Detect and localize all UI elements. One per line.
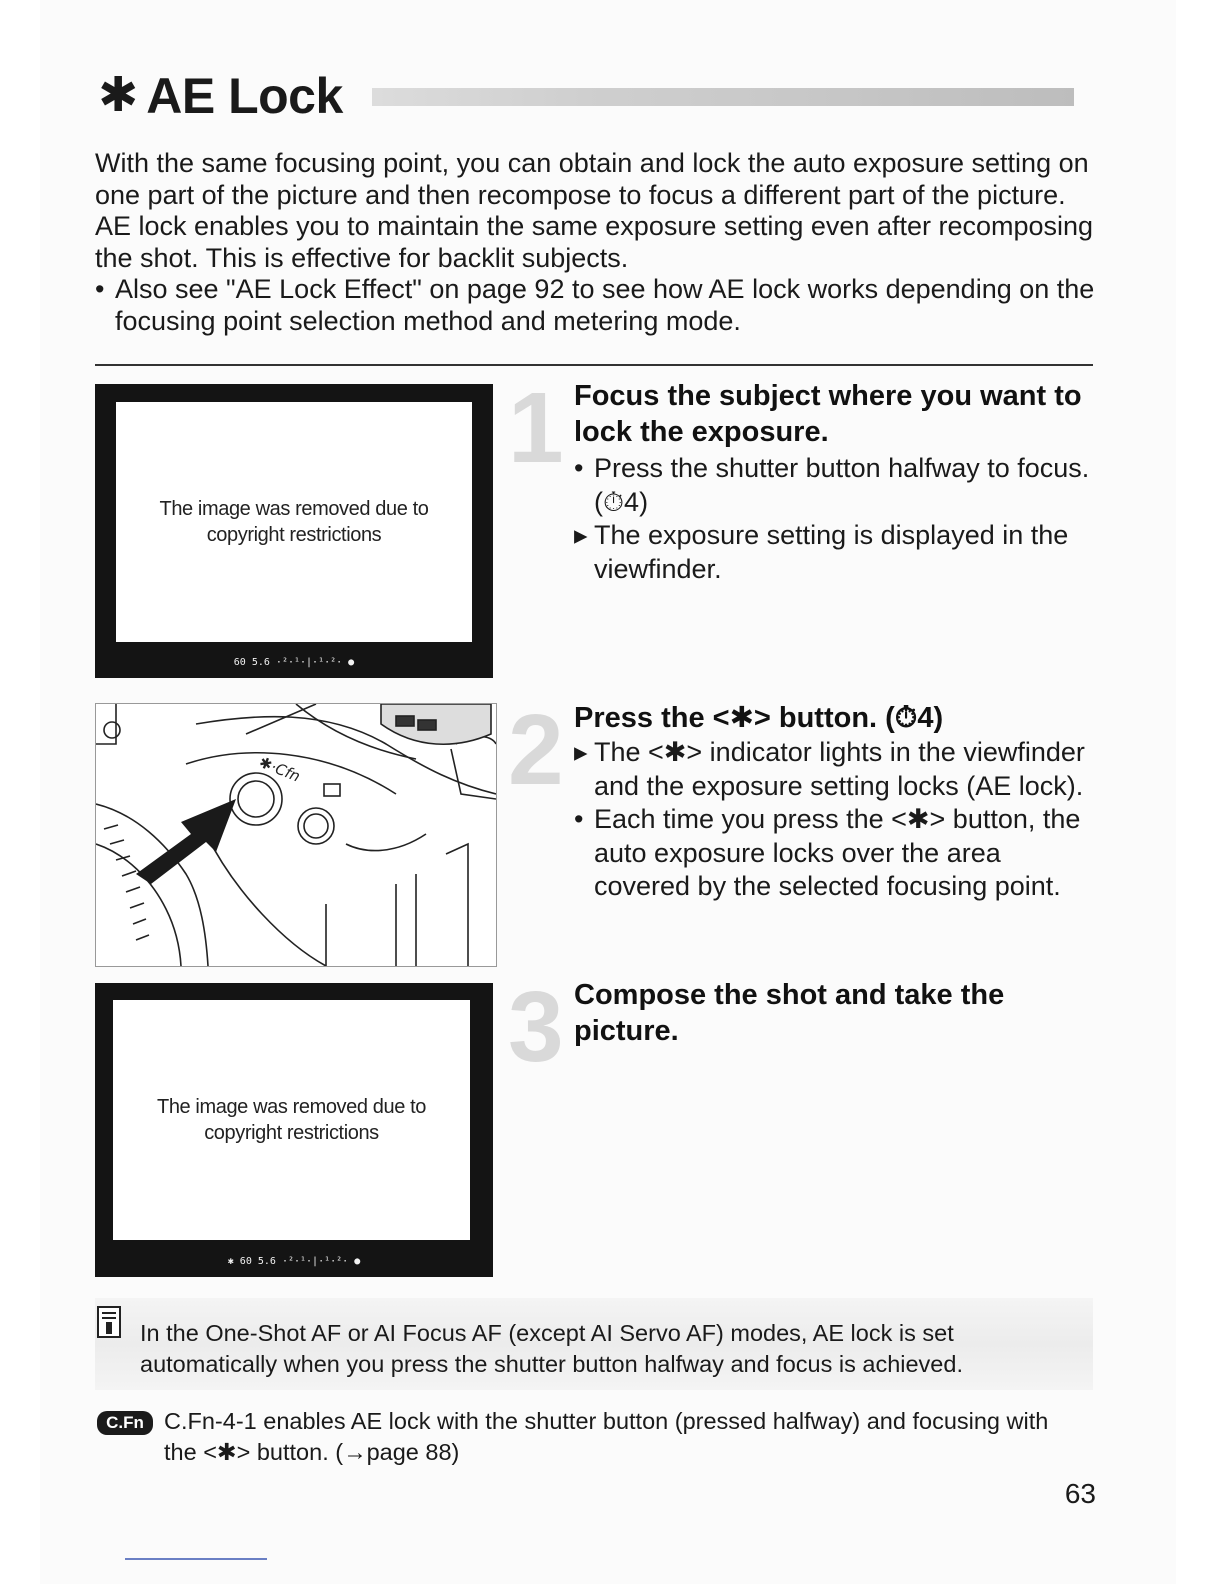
intro-bullet [95,274,1105,337]
info-note-text: In the One-Shot AF or AI Focus AF (except AI Servo AF) modes, AE lock is set automatically when you press the shutter button halfway and focus is achieved. [140,1320,963,1377]
cfn-note-text: C.Fn-4-1 enables AE lock with the shutter button (pressed halfway) and focusing with the <✱> button. (→page 88) [164,1408,1049,1465]
press-arrow-icon [136,799,236,884]
footer-line [125,1558,267,1560]
image-placeholder [113,1000,470,1240]
step-number: 2 [508,694,564,806]
image-placeholder [116,402,472,642]
step-item [574,736,1094,803]
item-text: The <✱> indicator lights in the viewfinder and the exposure setting locks (AE lock). [594,737,1085,801]
intro-bullet-text: Also see "AE Lock Effect" on page 92 to see how AE lock works depending on the focusing point selection method and metering mode. [115,274,1095,336]
viewfinder-image-2 [95,983,493,1277]
ae-lock-star-icon: ✱ [98,69,139,122]
item-marker: ▸ [574,737,588,767]
cfn-badge: C.Fn [97,1411,153,1435]
viewfinder-readout: ✱ 60 5.6 ·²·¹·|·¹·²· ● [227,1256,361,1267]
item-text: Each time you press the <✱> button, the auto exposure locks over the area covered by the selected focusing point. [594,804,1081,901]
page-number: 63 [1064,1478,1096,1509]
step-item [574,803,1094,904]
section-divider [95,364,1093,366]
camera-illustration [95,703,497,967]
step-body [574,452,1094,586]
step-item [574,519,1094,586]
viewfinder-readout: 60 5.6 ·²·¹·|·¹·²· ● [233,657,355,668]
item-marker: ▸ [574,520,588,550]
viewfinder-image-1 [95,384,493,678]
step-heading: Compose the shot and take the picture. [574,979,1005,1047]
placeholder-text: The image was removed due to copyright restrictions [159,498,429,546]
placeholder-text: The image was removed due to copyright restrictions [157,1096,426,1144]
item-marker: • [574,453,584,483]
bullet-marker: • [95,274,105,304]
item-text: Press the shutter button halfway to focus. (⏱4) [594,453,1090,517]
title-text: AE Lock [146,68,343,124]
title-decoration-bar [372,88,1074,106]
step-heading: Focus the subject where you want to lock the exposure. [574,380,1082,448]
intro-section [95,148,1105,337]
step-number: 1 [508,372,564,484]
item-text: The exposure setting is displayed in the viewfinder. [594,520,1069,584]
step-body [574,736,1094,904]
intro-paragraph: With the same focusing point, you can obtain and lock the auto exposure setting on one part of the picture and then recompose to focus a different part of the picture. AE lock enables you to maintain the same exposure setting even after recomposing the shot. This is effective for backlit subjects. [95,148,1094,273]
camera-drawing [96,704,496,966]
page-title [98,66,343,126]
camera-label: ✱·Cfn [256,753,303,786]
step-heading: Press the <✱> button. (⏱4) [574,702,944,734]
step-item [574,452,1094,519]
info-note-icon [97,1306,121,1338]
item-marker: • [574,804,584,834]
step-number: 3 [508,971,564,1083]
